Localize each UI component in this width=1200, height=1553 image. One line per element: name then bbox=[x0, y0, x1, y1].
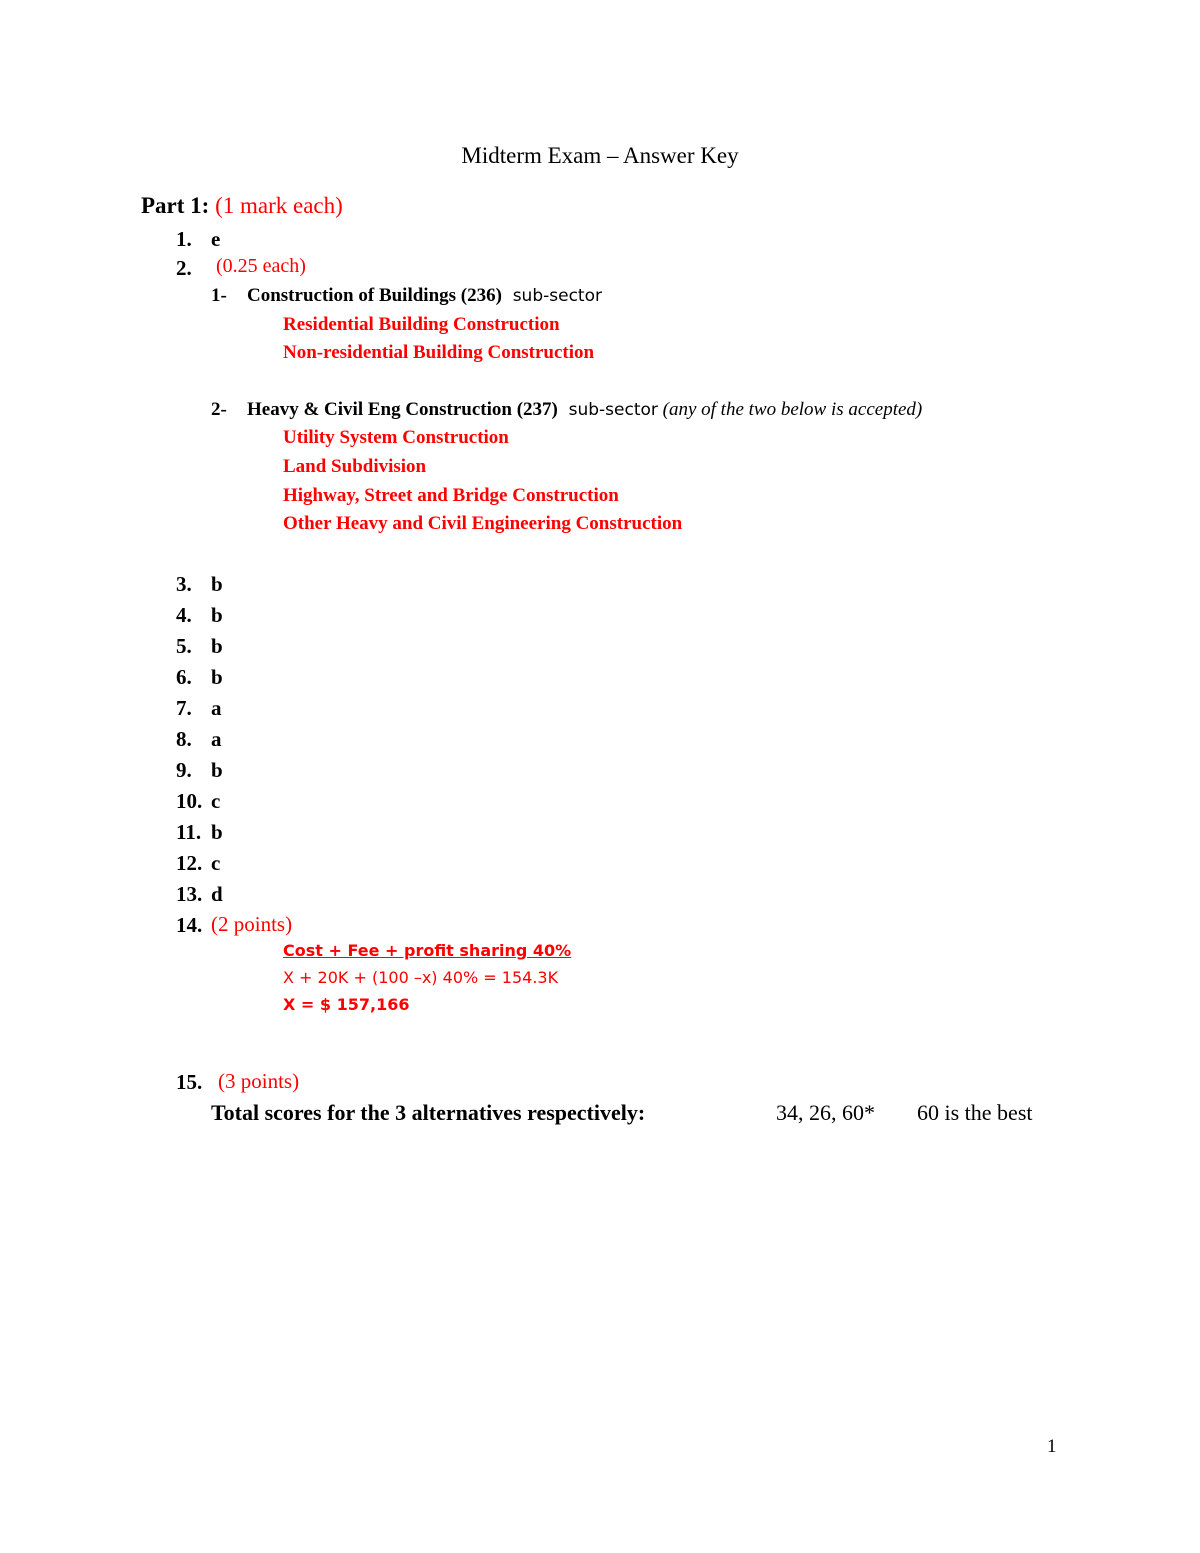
q14-formula-heading: Cost + Fee + profit sharing 40% bbox=[283, 941, 572, 960]
q2-sub2-italic-note: (any of the two below is accepted) bbox=[662, 399, 923, 420]
answer-number: 5. bbox=[176, 634, 192, 658]
q2-sub2-number: 2- bbox=[211, 399, 227, 420]
q2-sub2-title-line bbox=[247, 399, 922, 421]
q15-conclusion: 60 is the best bbox=[917, 1100, 1033, 1125]
q14-equation: X + 20K + (100 –x) 40% = 154.3K bbox=[283, 968, 559, 987]
q2-sub2-item: Land Subdivision bbox=[283, 456, 427, 477]
answer-letter: b bbox=[211, 603, 223, 627]
answer-number: 9. bbox=[176, 758, 192, 782]
q2-sub2-item: Other Heavy and Civil Engineering Construction bbox=[283, 513, 683, 534]
answer-number: 7. bbox=[176, 696, 192, 720]
q2-sub2-title: Heavy & Civil Eng Construction (237) bbox=[247, 399, 558, 420]
answer-letter: b bbox=[211, 758, 223, 782]
q2-sub1-title: Construction of Buildings (236) bbox=[247, 285, 502, 306]
q14-note: (2 points) bbox=[211, 912, 293, 936]
answer-letter: b bbox=[211, 634, 223, 658]
answer-number: 8. bbox=[176, 727, 192, 751]
q2-sub1-title-line bbox=[247, 285, 602, 307]
answer-letter: c bbox=[211, 851, 221, 875]
page-number: 1 bbox=[1047, 1436, 1057, 1457]
answer-number: 4. bbox=[176, 603, 192, 627]
answer-letter: c bbox=[211, 789, 221, 813]
q2-sub1-item: Non-residential Building Construction bbox=[283, 342, 595, 363]
q15-note: (3 points) bbox=[218, 1069, 300, 1093]
q2-sub2-suffix: sub-sector bbox=[568, 400, 658, 420]
answer-number: 6. bbox=[176, 665, 192, 689]
q2-sub2-item: Utility System Construction bbox=[283, 427, 509, 448]
q2-sub1-item: Residential Building Construction bbox=[283, 314, 560, 335]
q14-number: 14. bbox=[176, 913, 203, 937]
answer-number: 11. bbox=[176, 820, 202, 844]
q2-note: (0.25 each) bbox=[216, 255, 306, 277]
answer-letter: b bbox=[211, 820, 223, 844]
answer-number: 13. bbox=[176, 882, 203, 906]
q2-sub1-heading bbox=[211, 285, 227, 307]
part1-heading bbox=[141, 193, 343, 219]
q15-number: 15. bbox=[176, 1070, 203, 1094]
part1-label: Part 1: bbox=[141, 193, 210, 218]
answer-number: 3. bbox=[176, 572, 192, 596]
q1-number: 1. bbox=[176, 227, 192, 251]
q15-label: Total scores for the 3 alternatives respectively: bbox=[211, 1100, 646, 1125]
q2-number: 2. bbox=[176, 256, 192, 280]
answer-letter: b bbox=[211, 665, 223, 689]
answer-letter: a bbox=[211, 696, 222, 720]
answer-number: 12. bbox=[176, 851, 203, 875]
q1-answer: e bbox=[211, 227, 221, 251]
q2-sub2-item: Highway, Street and Bridge Construction bbox=[283, 485, 619, 506]
answer-letter: a bbox=[211, 727, 222, 751]
page-title: Midterm Exam – Answer Key bbox=[461, 143, 739, 168]
answer-letter: d bbox=[211, 882, 223, 906]
answer-letter: b bbox=[211, 572, 223, 596]
q2-sub2-heading bbox=[211, 399, 227, 421]
answer-number: 10. bbox=[176, 789, 203, 813]
q2-sub1-suffix: sub-sector bbox=[512, 286, 602, 306]
part1-note: (1 mark each) bbox=[215, 193, 343, 218]
q15-scores: 34, 26, 60* bbox=[776, 1100, 875, 1125]
q2-sub1-number: 1- bbox=[211, 285, 227, 306]
q14-result: X = $ 157,166 bbox=[283, 995, 410, 1014]
